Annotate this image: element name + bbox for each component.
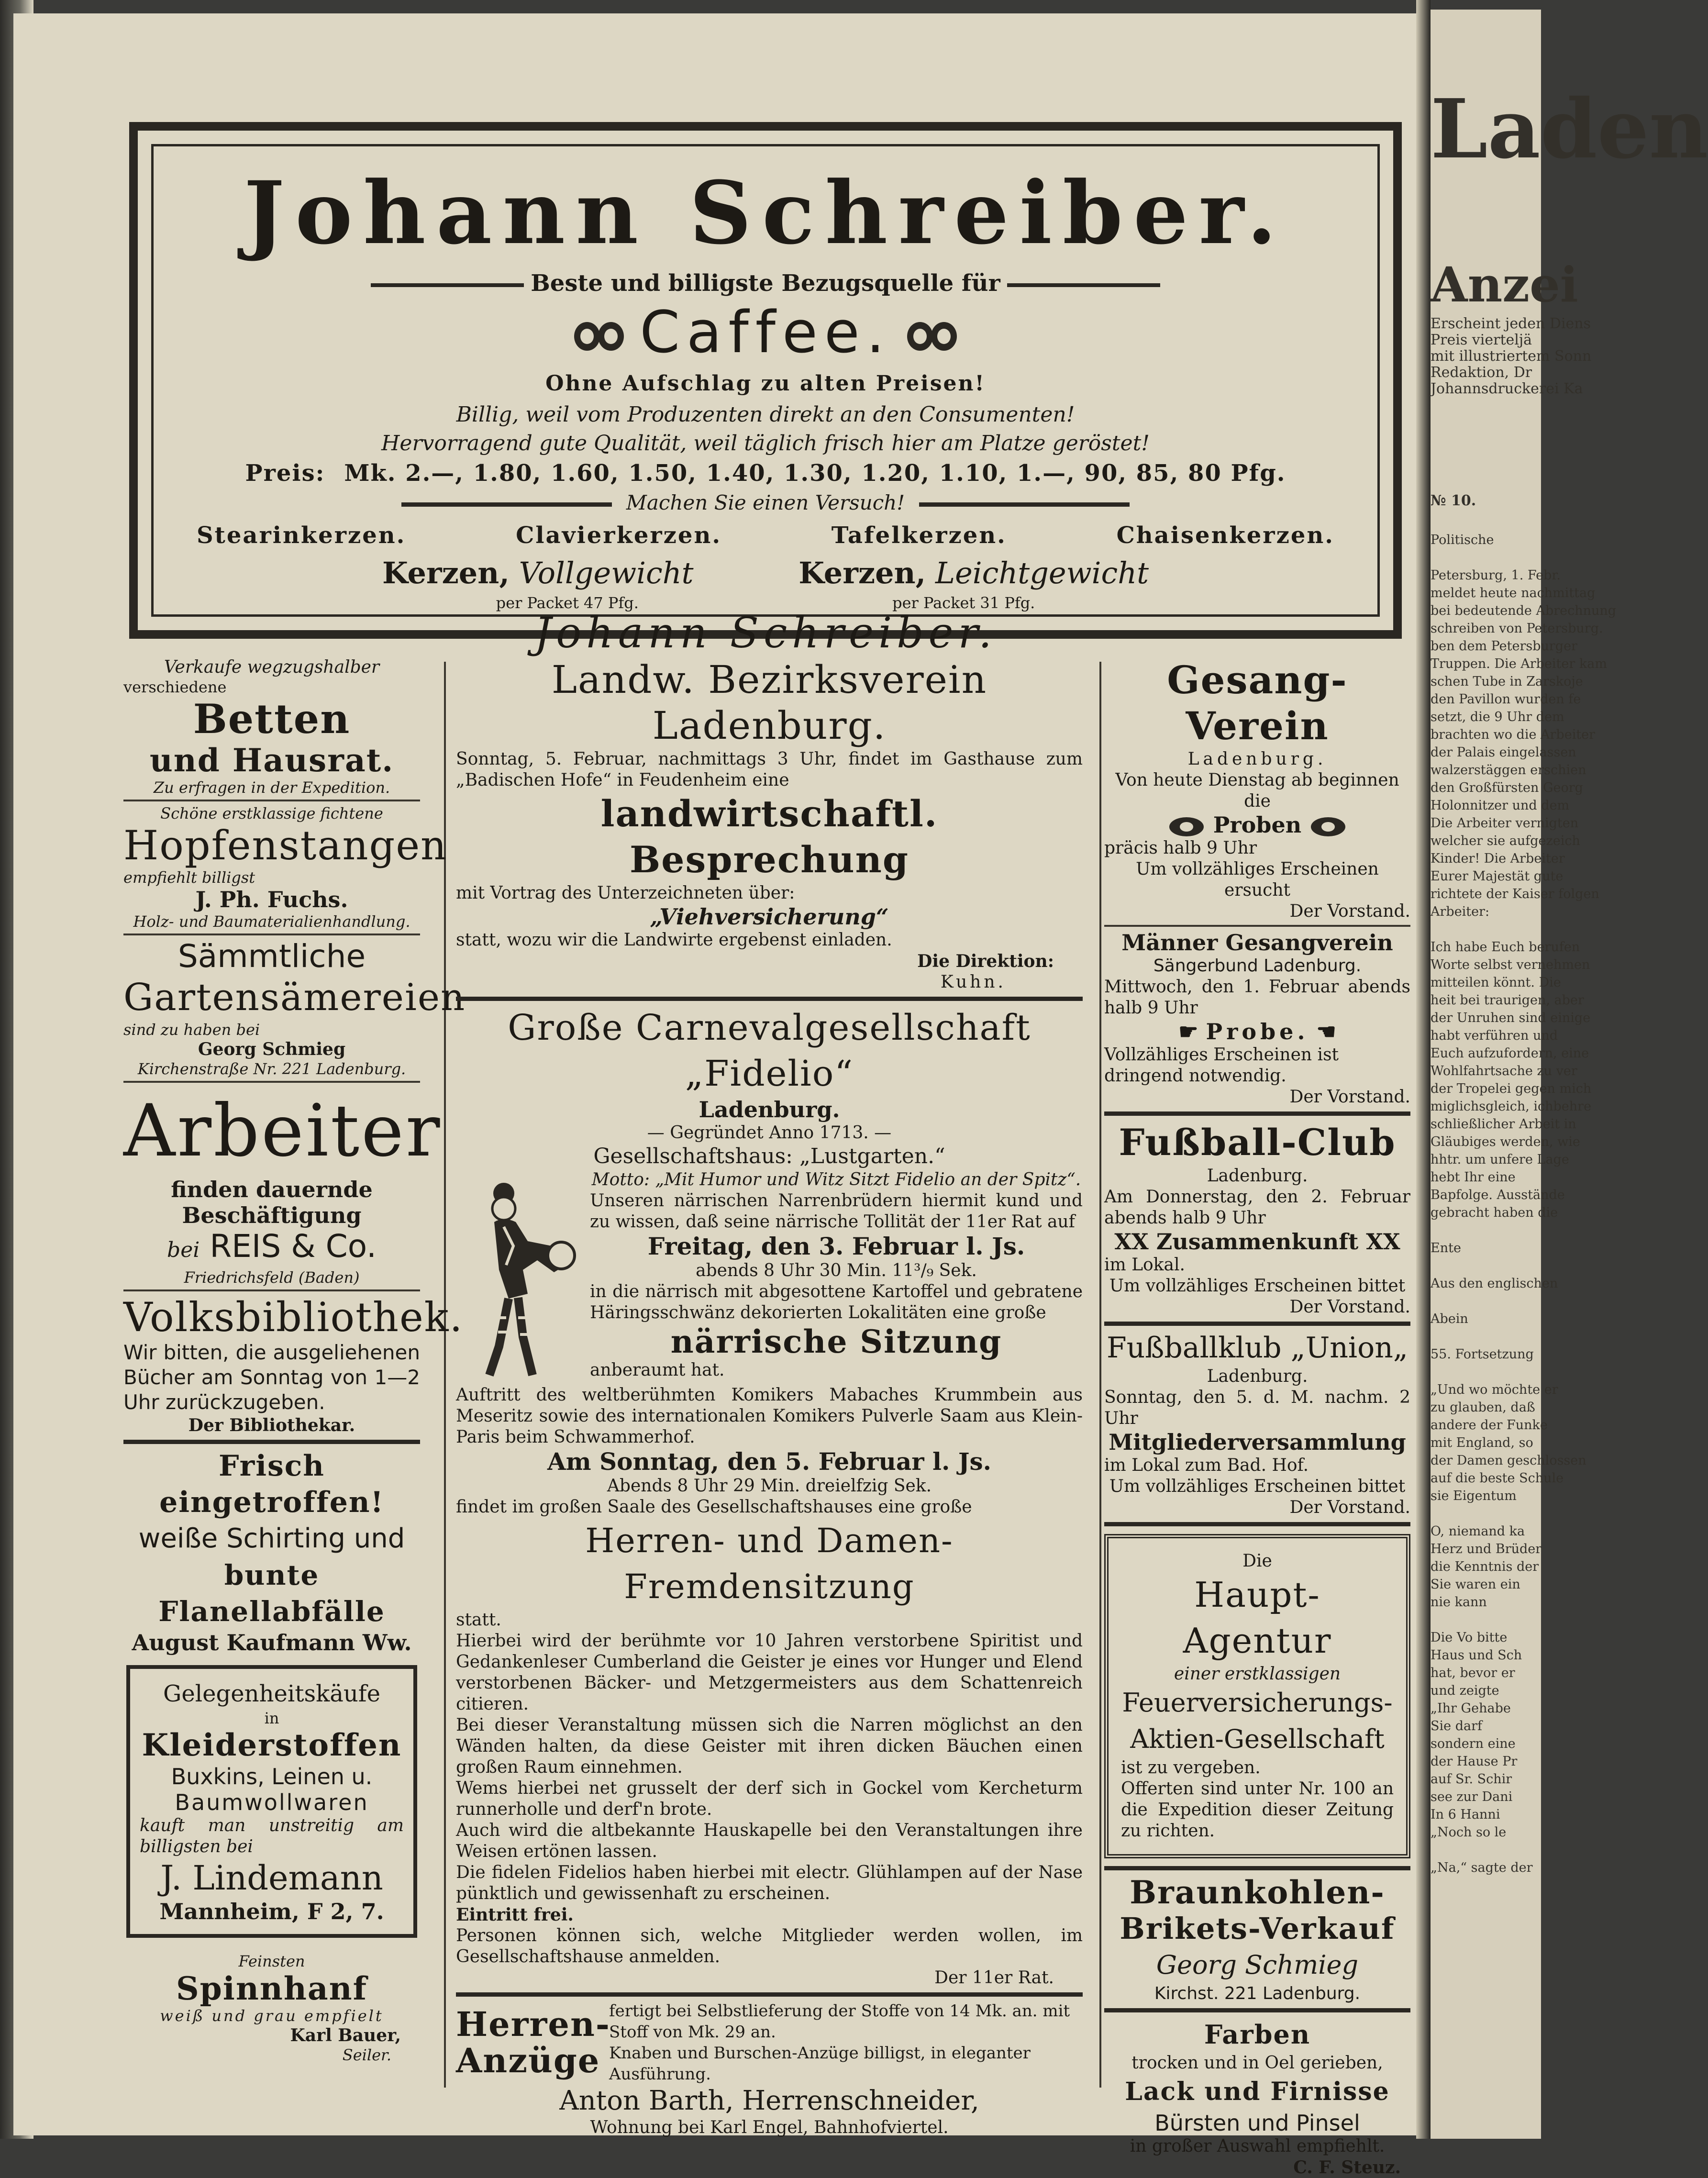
divider xyxy=(456,1992,1083,1997)
barth-t1: fertigt bei Selbstlieferung der Stoffe von 14 Mk. an. mit Stoff von Mk. 29 an. xyxy=(609,2001,1070,2042)
ad-fidelio xyxy=(456,1005,1083,1989)
candle-type: Tafelkerzen. xyxy=(831,522,1007,549)
landw-title: Landw. Bezirksverein Ladenburg. xyxy=(551,657,987,748)
hopfen-l3: empfiehlt billigst xyxy=(123,868,255,887)
frisch-l2: weiße Schirting und xyxy=(138,1523,405,1554)
farben-l6: C. F. Steuz. xyxy=(1293,2157,1401,2178)
farben-l1: Farben xyxy=(1204,2019,1311,2050)
agentur-l4: Feuerversicherungs- xyxy=(1122,1688,1393,1718)
arbeiter-l3 xyxy=(123,1228,420,1268)
rule-right xyxy=(919,502,1130,507)
maenner-p2: Vollzähliges Erscheinen ist dringend notwendig. xyxy=(1104,1045,1339,1086)
double-ring-icon xyxy=(906,319,958,354)
candle-weights xyxy=(154,556,1377,590)
ad-farben xyxy=(1104,2016,1410,2178)
candle-type: Stearinkerzen. xyxy=(197,522,406,549)
adjacent-page xyxy=(1431,10,1708,2139)
kerzen-voll-b: Vollgewicht xyxy=(519,556,694,590)
fidelio-time2: Abends 8 Uhr 29 Min. dreielfzig Sek. xyxy=(607,1476,932,1496)
garten-l5: Kirchenstraße Nr. 221 Ladenburg. xyxy=(137,1060,406,1078)
garten-l2: Gartensämereien xyxy=(123,976,466,1019)
maenner-sig: Der Vorstand. xyxy=(1289,1087,1410,1107)
ad-maenner-gesangverein xyxy=(1104,930,1410,1108)
fidelio-house: Gesellschaftshaus: „Lustgarten.“ xyxy=(593,1144,945,1168)
ad-braunkohlen xyxy=(1104,1874,1410,2004)
book-binding xyxy=(1416,0,1431,2139)
betten-l2: verschiedene xyxy=(123,678,227,696)
divider xyxy=(1104,1866,1410,1870)
maenner-probe-line xyxy=(1104,1019,1410,1045)
kleider-l8: Mannheim, F 2, 7. xyxy=(159,1899,384,1924)
spinn-l5: Seiler. xyxy=(342,2046,391,2064)
divider xyxy=(1104,1111,1410,1116)
banner-ohne: Ohne Aufschlag zu alten Preisen! xyxy=(545,371,986,396)
betten-l1: Verkaufe wegzugshalber xyxy=(164,657,380,677)
union-event: Mitgliederversammlung xyxy=(1109,1429,1406,1455)
column-right xyxy=(1104,657,1410,2178)
fidelio-title: Große Carnevalgesellschaft „Fidelio“ xyxy=(508,1007,1031,1094)
fidelio-p5: findet im großen Saale des Gesellschaftshauses eine große xyxy=(456,1497,972,1517)
barth-left xyxy=(456,2006,609,2079)
rule-left xyxy=(371,283,524,287)
ad-garten xyxy=(123,938,466,1078)
divider xyxy=(1104,1322,1410,1326)
agentur-l7: Offerten sind unter Nr. 100 an die Expedition dieser Zeitung zu richten. xyxy=(1121,1779,1394,1841)
betten-l3: Betten xyxy=(193,695,351,743)
kleider-l2: in xyxy=(264,1709,279,1727)
fussball-title: Fußball-Club xyxy=(1119,1121,1396,1164)
barth-w2: Anzüge xyxy=(456,2041,600,2080)
ad-haupt-agentur xyxy=(1104,1534,1410,1858)
frisch-l4: August Kaufmann Ww. xyxy=(132,1630,412,1656)
column-middle xyxy=(446,657,1092,2137)
adjacent-column: Politische Petersburg, 1. Febr. meldet heute nachmittag bei bedeutende Abrechnung schreiben von Petersburg. ben dem Petersburger Truppen. Die Arbeiter kam schen Tube in Zarskoje den Pavillon wurden fe setzt, die 9 Uhr dem brachten wo die Arbeiter der Palais eingelassen walzerstäggen erschien den Großfürsten Georg Holonnitzer und dem Die Arbeiter vernigten welcher sie aufgezeich Kinder! Die Arbeiter Eurer Majestät gute richtete der Kaiser folgen Arbeiter: Ich habe Euch berufen Worte selbst vernehmen mitteilen könnt. Die heit bei traurigen, aber der Unruhen sind einige habt verführen und Euch aufzufordern, eine Wohlfahrtsache zu ver der Tropelei gegen mich miglichsgleich, ichbehre schließlicher Arbeit in Gläubiges werden, wie hhtr. um unfere Lage hebt Ihr eine Bapfolge. Ausstände gebracht haben die Ente Aus den englischen Abein 55. Fortsetzung „Und wo möchte er zu glauben, daß andere der Funke mit England, so der Damen geschlossen auf die beste Schule sie Eigentum O, niemand ka Herz und Brüder die Kenntnis der Sie waren ein nie kann Die Vo bitte Haus und Sch hat, bevor er und zeigte „Ihr Gehabe Sie darf sondern eine der Hause Pr auf Sr. Schir see zur Dani In 6 Hanni „Noch so le „Na,“ sagte der xyxy=(1431,533,1617,1875)
fidelio-p2: in die närrisch mit abgesottene Kartoffel und gebratene Häringsschwänz dekorierten Lokalitäten eine große xyxy=(590,1282,1083,1322)
fidelio-p9: Wems hierbei net grusselt der derf sich in Gockel vom Kercheturm runnerholle und derf'n brote. xyxy=(456,1778,1083,1819)
double-ring-icon xyxy=(573,319,625,354)
betten-l4: und Hausrat. xyxy=(149,742,394,779)
divider xyxy=(1104,2008,1410,2012)
ad-barth xyxy=(456,2000,1083,2085)
fussball-p3: Um vollzähliges Erscheinen bittet xyxy=(1109,1276,1406,1296)
maenner-title: Männer Gesangverein xyxy=(1121,930,1393,956)
ad-volksbibliothek xyxy=(123,1294,464,1436)
column-rule xyxy=(1099,662,1101,2088)
double-ring-icon xyxy=(1167,816,1206,837)
candle-types xyxy=(197,522,1334,549)
frisch-l3: bunte Flanellabfälle xyxy=(158,1559,385,1628)
agentur-l1: Die xyxy=(1242,1551,1272,1571)
gesang-proben: Proben xyxy=(1213,812,1302,838)
kleider-l4: Buxkins, Leinen u. xyxy=(171,1764,373,1789)
divider xyxy=(123,1081,420,1083)
kleider-l3: Kleiderstoffen xyxy=(142,1727,402,1763)
gesang-proben-line xyxy=(1104,812,1410,838)
fidelio-p6: statt. xyxy=(456,1610,501,1630)
fussball-p2: im Lokal. xyxy=(1104,1255,1185,1275)
ad-landw-verein xyxy=(456,657,1083,993)
frisch-l1: Frisch eingetroffen! xyxy=(159,1449,384,1519)
gesang-town: Ladenburg. xyxy=(1187,749,1327,769)
pointing-hand-icon: ☚ xyxy=(1316,1019,1336,1045)
subtitle-text: Beste und billigste Bezugsquelle für xyxy=(531,270,1000,297)
hopfen-l4: J. Ph. Fuchs. xyxy=(195,887,348,912)
gesang-p3: Um vollzähliges Erscheinen ersucht xyxy=(1136,859,1379,900)
spinn-l1: Feinsten xyxy=(238,1952,305,1970)
agentur-l6: ist zu vergeben. xyxy=(1121,1758,1261,1778)
farben-l3: Lack und Firnisse xyxy=(1125,2077,1390,2106)
farben-l2: trocken und in Oel gerieben, xyxy=(1131,2053,1383,2073)
fussball-p1: Am Donnerstag, den 2. Februar abends halb 9 Uhr xyxy=(1104,1187,1410,1228)
banner-title: Johann Schreiber. xyxy=(244,163,1287,264)
fidelio-time1: abends 8 Uhr 30 Min. 11³/₉ Sek. xyxy=(696,1261,977,1280)
fidelio-founded: — Gegründet Anno 1713. — xyxy=(647,1123,892,1143)
ad-spinnhanf xyxy=(123,1952,420,2064)
ad-frisch xyxy=(123,1448,420,1656)
divider xyxy=(123,933,420,935)
banner-subtitle xyxy=(154,270,1377,297)
barth-t2: Knaben und Burschen-Anzüge billigst, in eleganter Ausführung. xyxy=(609,2044,1031,2084)
braun-l2: Brikets-Verkauf xyxy=(1120,1911,1395,1946)
kerzen-leicht-a: Kerzen, xyxy=(799,556,926,590)
braun-l3: Georg Schmieg xyxy=(1156,1950,1359,1980)
maenner-sub: Sängerbund Ladenburg. xyxy=(1153,956,1362,976)
packet-leicht: per Packet 31 Pfg. xyxy=(892,594,1035,612)
union-town: Ladenburg. xyxy=(1207,1367,1308,1386)
landw-p1: Sonntag, 5. Februar, nachmittags 3 Uhr, findet im Gasthause zum „Badischen Hofe“ in Feudenheim eine xyxy=(456,749,1083,790)
kleider-l6: kauft man unstreitig am billigsten bei xyxy=(140,1816,404,1856)
gesang-p1: Von heute Dienstag ab beginnen die xyxy=(1115,770,1399,811)
landw-p3: statt, wozu wir die Landwirte ergebenst einladen. xyxy=(456,930,892,950)
arbeiter-bei: bei xyxy=(167,1238,200,1262)
landw-head: landwirtschaftl. Besprechung xyxy=(600,792,938,881)
clown-illustration xyxy=(470,1174,580,1380)
fidelio-p10: Auch wird die altbekannte Hauskapelle bei den Veranstaltungen ihre Weisen ertönen lassen. xyxy=(456,1821,1083,1861)
gesang-title: Gesang-Verein xyxy=(1167,657,1348,748)
agentur-l3: einer erstklassigen xyxy=(1174,1664,1341,1684)
kerzen-voll-a: Kerzen, xyxy=(382,556,510,590)
ad-hopfen xyxy=(123,804,448,931)
spinn-l3: weiß und grau empfielt xyxy=(160,2007,384,2025)
braun-l1: Braunkohlen- xyxy=(1130,1874,1385,1911)
hopfen-l5: Holz- und Baumaterialienhandlung. xyxy=(133,912,410,931)
divider xyxy=(1104,1522,1410,1526)
candle-type: Clavierkerzen. xyxy=(516,522,722,549)
schreiber-banner xyxy=(129,122,1402,657)
union-p2: im Lokal zum Bad. Hof. xyxy=(1104,1456,1309,1475)
divider xyxy=(1104,925,1410,927)
fidelio-p12: Eintritt frei. xyxy=(456,1905,574,1925)
volks-body: Wir bitten, die ausgeliehenen Bücher am Sonntag von 1—2 Uhr zurückzugeben. xyxy=(123,1341,420,1414)
ad-fussballklub-union xyxy=(1104,1330,1410,1518)
gesang-sig: Der Vorstand. xyxy=(1289,901,1410,921)
banner-versuch xyxy=(154,491,1377,514)
rule-right xyxy=(1007,283,1160,287)
banner-signature: Johann Schreiber. xyxy=(534,608,997,657)
fidelio-event1: närrische Sitzung xyxy=(670,1323,1002,1360)
fidelio-p1: Unseren närrischen Narrenbrüdern hiermit kund und zu wissen, daß seine närrische Tollität der 11er Rat auf xyxy=(590,1191,1083,1232)
fidelio-p13: Personen können sich, welche Mitglieder werden wollen, im Gesellschaftshause anmelden. xyxy=(456,1926,1083,1967)
braun-l4: Kirchst. 221 Ladenburg. xyxy=(1154,1984,1361,2003)
pointing-hand-icon: ☛ xyxy=(1178,1019,1198,1045)
volks-title: Volksbibliothek. xyxy=(123,1294,464,1341)
fidelio-sig: Der 11er Rat. xyxy=(934,1968,1054,1988)
garten-l3: sind zu haben bei xyxy=(123,1021,260,1039)
union-sig: Der Vorstand. xyxy=(1289,1498,1410,1517)
adjacent-info: Erscheint jeden Diens Preis vierteljä mit illustriertem Sonn Redaktion, Dr Johannsdruckerei Ka xyxy=(1431,315,1592,397)
maenner-p1: Mittwoch, den 1. Februar abends halb 9 Uhr xyxy=(1104,977,1410,1018)
kleider-l1: Gelegenheitskäufe xyxy=(163,1680,380,1707)
packet-voll: per Packet 47 Pfg. xyxy=(496,594,639,612)
fidelio-p7: Hierbei wird der berühmte vor 10 Jahren verstorbene Spiritist und Gedankenleser Cumberland die Geister je eines vor Hunger und Elend verstorbenen Bäcker- und Metzgermeisters aus dem Schattenreich citieren. xyxy=(456,1631,1083,1714)
barth-right xyxy=(609,2000,1083,2085)
fidelio-p8: Bei dieser Veranstaltung müssen sich die Narren möglichst an den Wänden halten, da diese Geister mit ihren dicken Bäuchen einen großen Raum einnehmen. xyxy=(456,1715,1083,1777)
landw-sig1: Die Direktion: xyxy=(917,951,1054,971)
spinn-l2: Spinnhanf xyxy=(176,1970,367,2007)
arbeiter-l2: finden dauernde Beschäftigung xyxy=(171,1177,373,1228)
fussball-event: XX Zusammenkunft XX xyxy=(1114,1229,1400,1255)
double-ring-icon xyxy=(1309,816,1347,837)
landw-p2: mit Vortrag des Unterzeichneten über: xyxy=(456,883,795,903)
garten-l1: Sämmtliche xyxy=(177,938,366,975)
kerzen-voll xyxy=(382,556,694,590)
ad-arbeiter xyxy=(123,1086,442,1287)
column-left xyxy=(123,657,466,2092)
adjacent-issue: № 10. xyxy=(1431,492,1476,509)
divider xyxy=(456,997,1083,1001)
kerzen-leicht xyxy=(799,556,1149,590)
fidelio-town: Ladenburg. xyxy=(699,1097,840,1122)
gesang-p2: präcis halb 9 Uhr xyxy=(1104,838,1257,858)
banner-product xyxy=(154,300,1377,367)
agentur-l2: Haupt-Agentur xyxy=(1183,1575,1332,1661)
banner-billig: Billig, weil vom Produzenten direkt an den Consumenten! xyxy=(456,402,1075,427)
newspaper-page xyxy=(13,13,1427,2178)
barth-addr: Wohnung bei Karl Engel, Bahnhofviertel. xyxy=(590,2118,949,2137)
kerzen-leicht-b: Leichtgewicht xyxy=(935,556,1149,590)
fidelio-date1: Freitag, den 3. Februar l. Js. xyxy=(647,1232,1025,1260)
farben-l4: Bürsten und Pinsel xyxy=(1154,2110,1360,2136)
banner-prices xyxy=(154,460,1377,487)
ad-betten xyxy=(123,657,420,797)
ad-kleiderstoffe xyxy=(126,1665,417,1938)
versuch-text: Machen Sie einen Versuch! xyxy=(626,491,905,514)
arbeiter-l1: Arbeiter xyxy=(123,1089,442,1173)
fidelio-p11: Die fidelen Fidelios haben hierbei mit electr. Glühlampen auf der Nase pünktlich und gewissenhaft zu erscheinen. xyxy=(456,1863,1083,1903)
price-list: Mk. 2.—, 1.80, 1.60, 1.50, 1.40, 1.30, 1.20, 1.10, 1.—, 90, 85, 80 Pfg. xyxy=(344,460,1286,487)
farben-l5: in großer Auswahl empfiehlt. xyxy=(1130,2136,1385,2156)
garten-l4: Georg Schmieg xyxy=(198,1039,346,1059)
agentur-l5: Aktien-Gesellschaft xyxy=(1130,1724,1385,1754)
arbeiter-l4: Friedrichsfeld (Baden) xyxy=(184,1268,360,1287)
hopfen-l1: Schöne erstklassige fichtene xyxy=(160,804,383,822)
price-label: Preis: xyxy=(245,460,325,487)
maenner-probe: Probe. xyxy=(1206,1019,1309,1045)
product-text: Caffee. xyxy=(640,300,891,366)
divider xyxy=(123,800,420,801)
fidelio-date2: Am Sonntag, den 5. Februar l. Js. xyxy=(547,1447,992,1476)
fidelio-event2: Herren- und Damen-Fremdensitzung xyxy=(585,1521,954,1606)
divider xyxy=(123,1440,420,1444)
arbeiter-firm: REIS & Co. xyxy=(210,1228,377,1265)
banner-hervor: Hervorragend gute Qualität, weil täglich frisch hier am Platze geröstet! xyxy=(381,431,1150,456)
fidelio-p3: anberaumt hat. xyxy=(590,1360,725,1380)
fidelio-p4: Auftritt des weltberühmten Komikers Mabaches Krummbein aus Meseritz sowie des internationalen Komikers Pulverle Saam aus Klein-Paris beim Schwammerhof. xyxy=(456,1385,1083,1447)
hopfen-l2: Hopfenstangen xyxy=(123,822,448,869)
kleider-l5: Baumwollwaren xyxy=(175,1789,369,1815)
adjacent-masthead: Laden xyxy=(1431,81,1708,177)
spinn-l4: Karl Bauer, xyxy=(290,2025,401,2045)
fussball-sig: Der Vorstand. xyxy=(1289,1297,1410,1317)
rule-left xyxy=(401,502,612,507)
union-title: Fußballklub „Union„ xyxy=(1107,1331,1408,1365)
union-p1: Sonntag, den 5. d. M. nachm. 2 Uhr xyxy=(1104,1388,1410,1428)
landw-sig2: Kuhn. xyxy=(940,972,1006,992)
union-p3: Um vollzähliges Erscheinen bittet xyxy=(1109,1477,1406,1496)
adjacent-subhead: Anzei xyxy=(1431,256,1578,313)
kleider-l7: J. Lindemann xyxy=(160,1858,383,1898)
ad-gesang-verein xyxy=(1104,657,1410,922)
betten-l5: Zu erfragen in der Expedition. xyxy=(153,778,390,797)
column-rule xyxy=(444,662,446,2088)
candle-type: Chaisenkerzen. xyxy=(1116,522,1334,549)
volks-sig: Der Bibliothekar. xyxy=(188,1415,355,1435)
divider xyxy=(123,1289,420,1291)
banner-inner-frame xyxy=(151,144,1380,657)
barth-w1: Herren- xyxy=(456,2004,610,2044)
landw-topic: „Viehversicherung“ xyxy=(650,904,889,930)
barth-name: Anton Barth, Herrenschneider, xyxy=(559,2085,979,2116)
ad-fussball-club xyxy=(1104,1120,1410,1318)
fussball-town: Ladenburg. xyxy=(1207,1166,1308,1186)
fidelio-motto: Motto: „Mit Humor und Witz Sitzt Fidelio an der Spitz“. xyxy=(591,1170,1081,1189)
